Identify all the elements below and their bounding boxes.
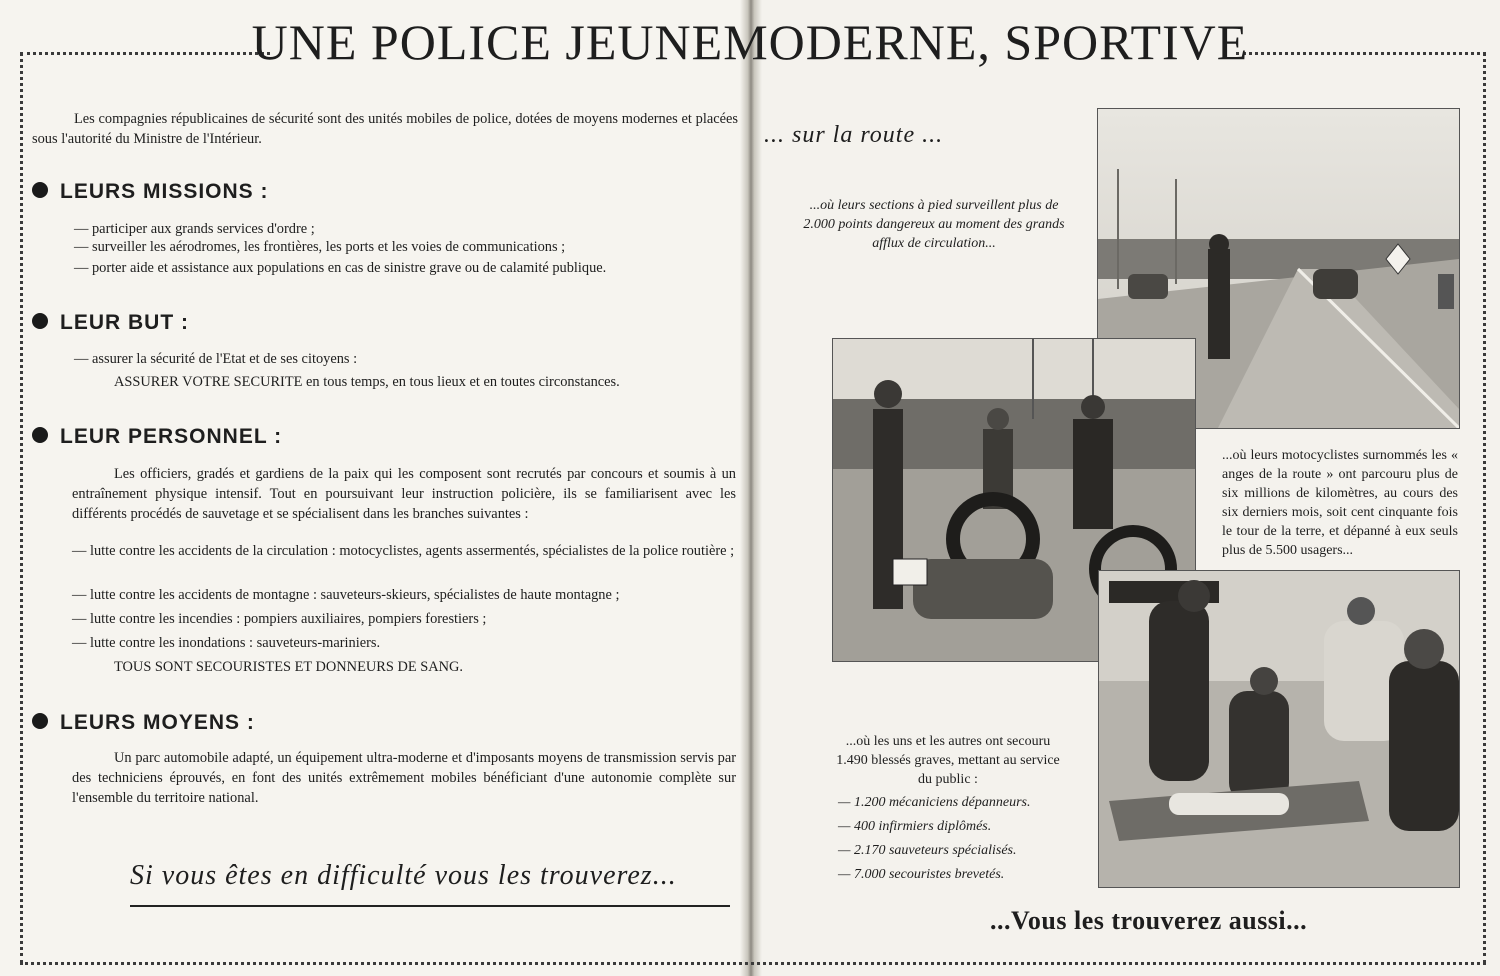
headline bbox=[0, 12, 1500, 72]
headline-right: MODERNE, SPORTIVE bbox=[723, 14, 1249, 70]
intro-paragraph: Les compagnies républicaines de sécurité sont des unités mobiles de police, dotées de moyens modernes et placées sous l'autorité du Ministre de l'Intérieur. bbox=[32, 111, 738, 147]
missions-item: — porter aide et assistance aux populations en cas de sinistre grave ou de calamité publique. bbox=[74, 260, 607, 276]
page-gutter bbox=[740, 0, 762, 976]
stat-line: — 2.170 sauveteurs spécialisés. bbox=[838, 843, 1017, 858]
missions-heading: LEURS MISSIONS : bbox=[32, 180, 269, 204]
but-heading: LEUR BUT : bbox=[32, 311, 189, 335]
personnel-paragraph: Les officiers, gradés et gardiens de la paix qui les composent sont recrutés par concours et soumis à un entraînement physique intensif. Tout en poursuivant leur instruction policière, ils se familiarisent avec les différents procédés de sauvetage et se spécialisent dans les branches suivantes : bbox=[72, 466, 736, 522]
headline-left: UNE POLICE JEUNE bbox=[251, 14, 724, 70]
bottom-rule bbox=[20, 962, 1486, 965]
photo-first-aid bbox=[1098, 570, 1460, 888]
stat-line: — 400 infirmiers diplômés. bbox=[838, 819, 992, 834]
script-left: Si vous êtes en difficulté vous les trouverez... bbox=[130, 860, 677, 891]
but-caps: ASSURER VOTRE SECURITE en tous temps, en tous lieux et en toutes circonstances. bbox=[114, 374, 620, 390]
personnel-caps: TOUS SONT SECOURISTES ET DONNEURS DE SANG. bbox=[114, 659, 464, 675]
caption-secours: ...où les uns et les autres ont secouru 1.490 blessés graves, mettant au service du public : bbox=[836, 734, 1060, 787]
script-right: ... sur la route ... bbox=[764, 122, 944, 148]
script-underline bbox=[130, 905, 730, 907]
missions-item: — participer aux grands services d'ordre ; bbox=[74, 221, 315, 237]
personnel-item: — lutte contre les inondations : sauveteurs-mariniers. bbox=[72, 635, 381, 651]
personnel-item: — lutte contre les accidents de montagne : sauveteurs-skieurs, spécialistes de haute montagne ; bbox=[72, 587, 620, 603]
moyens-heading: LEURS MOYENS : bbox=[32, 711, 255, 735]
moyens-paragraph: Un parc automobile adapté, un équipement ultra-moderne et d'imposants moyens de transmission servis par des techniciens éprouvés, en font des unités extrêmement mobiles bénéficiant d'une autonomie complète sur l'ensemble du territoire national. bbox=[72, 750, 736, 806]
caption-moto: ...où leurs motocyclistes surnommés les « anges de la route » ont parcouru plus de six millions de kilomètres, au cours des six derniers mois, soit cent cinquante fois le tour de la terre, et dépanné à eux seuls plus de 5.500 usagers... bbox=[1222, 448, 1458, 558]
stat-line: — 1.200 mécaniciens dépanneurs. bbox=[838, 795, 1031, 810]
personnel-item: — lutte contre les accidents de la circulation : motocyclistes, agents assermentés, spécialistes de la police routière ; bbox=[72, 543, 735, 559]
right-border bbox=[1483, 52, 1486, 964]
bullet-icon bbox=[32, 313, 48, 329]
caption-pied: ...où leurs sections à pied surveillent plus de 2.000 points dangereux au moment des grands afflux de circulation... bbox=[803, 198, 1065, 251]
personnel-heading: LEUR PERSONNEL : bbox=[32, 425, 282, 449]
left-border bbox=[20, 52, 23, 964]
personnel-item: — lutte contre les incendies : pompiers auxiliaires, pompiers forestiers ; bbox=[72, 611, 487, 627]
bullet-icon bbox=[32, 427, 48, 443]
missions-item: — surveiller les aérodromes, les frontières, les ports et les voies de communications ; bbox=[74, 239, 566, 255]
but-line: — assurer la sécurité de l'Etat et de ses citoyens : bbox=[74, 351, 358, 367]
bullet-icon bbox=[32, 182, 48, 198]
stat-line: — 7.000 secouristes brevetés. bbox=[838, 867, 1005, 882]
bullet-icon bbox=[32, 713, 48, 729]
closing-line: ...Vous les trouverez aussi... bbox=[990, 906, 1308, 935]
